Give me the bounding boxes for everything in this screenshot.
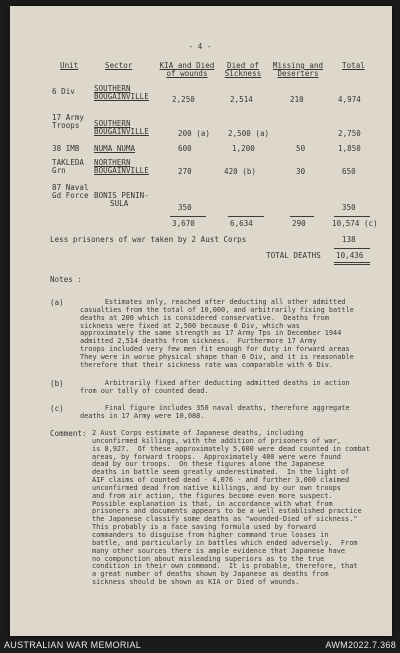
note-a-line: deaths at 200 which is considered conservative. Deaths from xyxy=(80,313,329,322)
row-2-unit-1: 17 Army xyxy=(52,113,84,122)
comment-line: AIF claims of counted dead - 4,076 - and further 3,000 claimed xyxy=(92,476,350,485)
comment-text xyxy=(92,430,370,587)
row-5-unit-2: Gd Force xyxy=(52,191,89,200)
total-kia: 3,670 xyxy=(172,219,195,228)
header-kia-1: KIA and Died xyxy=(159,61,215,70)
total-total: 10,574 (c) xyxy=(332,219,378,228)
row-2-sector-1: SOUTHERN xyxy=(94,119,131,128)
row-4-kia: 270 xyxy=(178,167,192,176)
row-3-missing: 50 xyxy=(296,144,306,153)
comment-line: This probably is a face saving formula used by forward xyxy=(92,523,317,532)
row-4-unit-1: TAKLEDA xyxy=(52,158,84,167)
note-a-line: troops included very few men fit enough for duty in forward areas xyxy=(80,345,350,354)
note-a-line: approximately the same strength as 17 Army Tps in December 1944 xyxy=(80,329,342,338)
double-line-deaths-2 xyxy=(334,264,370,265)
sum-line-sickness xyxy=(228,216,264,217)
total-missing: 290 xyxy=(292,219,306,228)
row-1-sector-1: SOUTHERN xyxy=(94,84,131,93)
header-sickness-2: Sickness xyxy=(224,69,262,78)
row-5-unit-1: 87 Naval xyxy=(52,183,89,192)
footer-archive-name: AUSTRALIAN WAR MEMORIAL xyxy=(4,640,142,650)
row-5-sector-2: SULA xyxy=(110,199,129,208)
comment-line: sickness should be shown as KIA or Died of wounds. xyxy=(92,578,300,587)
comment-line: is 8,927. Of these approximately 5,600 were dead counted in combat xyxy=(92,444,370,453)
comment-line: battle, and particularly in battles which ended adversely. From xyxy=(92,538,358,547)
row-3-unit: 38 IMB xyxy=(52,144,80,153)
row-2-sickness: 2,500 (a) xyxy=(228,129,270,138)
comment-tag: Comment: xyxy=(50,429,87,438)
row-1-kia: 2,250 xyxy=(172,95,195,104)
comment-line: Possible explanation is that, in accordance with what from xyxy=(92,499,333,508)
row-1-sickness: 2,514 xyxy=(230,95,253,104)
row-4-sickness: 420 (b) xyxy=(224,167,256,176)
header-sector: Sector xyxy=(105,61,133,70)
note-b-line: from our tally of counted dead. xyxy=(80,386,209,395)
footer-reference: AWM2022.7.368 xyxy=(325,640,396,650)
comment-line: dead by our troops. On these figures alone the Japanese xyxy=(92,460,325,469)
comment-line: commanders to disguise from higher command true losses in xyxy=(92,530,329,539)
header-missing-1: Missing and xyxy=(272,61,324,70)
comment-line: 2 Aust Corps estimate of Japanese deaths, including xyxy=(92,429,304,437)
comment-line: the Japanese classify some deaths as "wounded-Died of sickness." xyxy=(92,515,358,524)
row-1-unit: 6 Div xyxy=(52,87,75,96)
less-prisoners-value: 138 xyxy=(342,235,356,244)
row-2-total: 2,750 xyxy=(338,129,361,138)
comment-line: and from air action, the figures become even more suspect. xyxy=(92,491,333,500)
note-b-text xyxy=(80,380,350,396)
row-5-sector-1: BONIS PENIN- xyxy=(94,191,149,200)
row-4-total: 650 xyxy=(342,167,356,176)
comment-line: areas, by forward troops. Approximately 400 were were found xyxy=(92,452,341,461)
row-3-sector: NUMA NUMA xyxy=(94,144,136,153)
row-3-sickness: 1,200 xyxy=(232,144,255,153)
header-kia-2: of wounds xyxy=(166,69,208,78)
note-a-line: admitted 2,514 deaths from sickness. Furthermore 17 Army xyxy=(80,337,317,346)
comment-line: prisoners and documents appears to be a well established practice xyxy=(92,507,362,516)
comment-line: deaths in battle seem greatly underestimated. In the light of xyxy=(92,468,350,477)
notes-heading: Notes : xyxy=(50,275,82,284)
comment-line: a great number of deaths shown by Japanese as deaths from xyxy=(92,570,329,579)
note-c-tag: (c) xyxy=(50,404,64,413)
sum-line-kia xyxy=(170,216,206,217)
row-4-unit-2: Grn xyxy=(52,166,66,175)
document-page xyxy=(10,6,392,636)
note-a-line: therefore that their sickness rate was comparable with 6 Div. xyxy=(80,360,334,369)
note-a-text xyxy=(80,299,354,370)
note-b-line: Arbitrarily fixed after deducting admitted deaths in action xyxy=(80,379,350,387)
comment-line: unconfirmed killings, with the addition of prisoners of war, xyxy=(92,436,341,445)
row-1-total: 4,974 xyxy=(338,95,361,104)
row-1-missing: 210 xyxy=(290,95,304,104)
total-deaths-value: 10,436 xyxy=(336,251,364,260)
note-c-line: Final figure includes 350 naval deaths, therefore aggregate xyxy=(80,404,350,412)
page-number: - 4 - xyxy=(188,42,212,51)
header-missing-2: Deserters xyxy=(277,69,319,78)
note-a-tag: (a) xyxy=(50,298,64,307)
row-3-kia: 600 xyxy=(178,144,192,153)
row-2-unit-2: Troops xyxy=(52,121,80,130)
double-line-deaths-1 xyxy=(334,262,370,263)
note-a-line: sickness were fixed at 2,500 because 6 Div, which was xyxy=(80,321,300,330)
comment-line: no compunction about misleading superiors as to the true xyxy=(92,554,325,563)
row-5-kia: 350 xyxy=(178,203,192,212)
note-b-tag: (b) xyxy=(50,379,64,388)
row-4-sector-2: BOUGAINVILLE xyxy=(94,166,149,175)
row-5-total: 350 xyxy=(342,203,356,212)
total-sickness: 6,634 xyxy=(230,219,253,228)
note-c-line: deaths in 17 Army were 10,088. xyxy=(80,411,205,420)
comment-line: condition in their own command. It is probable, therefore, that xyxy=(92,562,358,571)
note-a-line: casualties from the total of 10,000, and arbitrarily fixing battle xyxy=(80,305,354,314)
row-3-total: 1,850 xyxy=(338,144,361,153)
note-a-line: Estimates only, reached after deducting all other admitted xyxy=(80,298,346,306)
header-total: Total xyxy=(342,61,365,70)
total-deaths-label: TOTAL DEATHS xyxy=(266,251,321,260)
row-1-sector-2: BOUGAINVILLE xyxy=(94,92,149,101)
row-2-sector-2: BOUGAINVILLE xyxy=(94,127,149,136)
sum-line-total xyxy=(334,216,370,217)
header-unit: Unit xyxy=(60,61,79,70)
row-4-sector-1: NORTHERN xyxy=(94,158,131,167)
note-a-line: They were in worse physical shape than 6 Div, and it is reasonable xyxy=(80,352,354,361)
row-4-missing: 30 xyxy=(296,167,306,176)
note-c-text xyxy=(80,405,350,421)
comment-line: many other sources there is ample evidence that Japanese have xyxy=(92,546,346,555)
less-prisoners-label: Less prisoners of war taken by 2 Aust Corps xyxy=(50,235,247,244)
comment-line: unconfirmed dead from native killings, and by our own troops xyxy=(92,483,341,492)
row-2-kia: 200 (a) xyxy=(178,129,210,138)
sum-line-missing xyxy=(290,216,314,217)
header-sickness-1: Died of xyxy=(227,61,259,70)
sum-line-deaths xyxy=(334,248,370,249)
